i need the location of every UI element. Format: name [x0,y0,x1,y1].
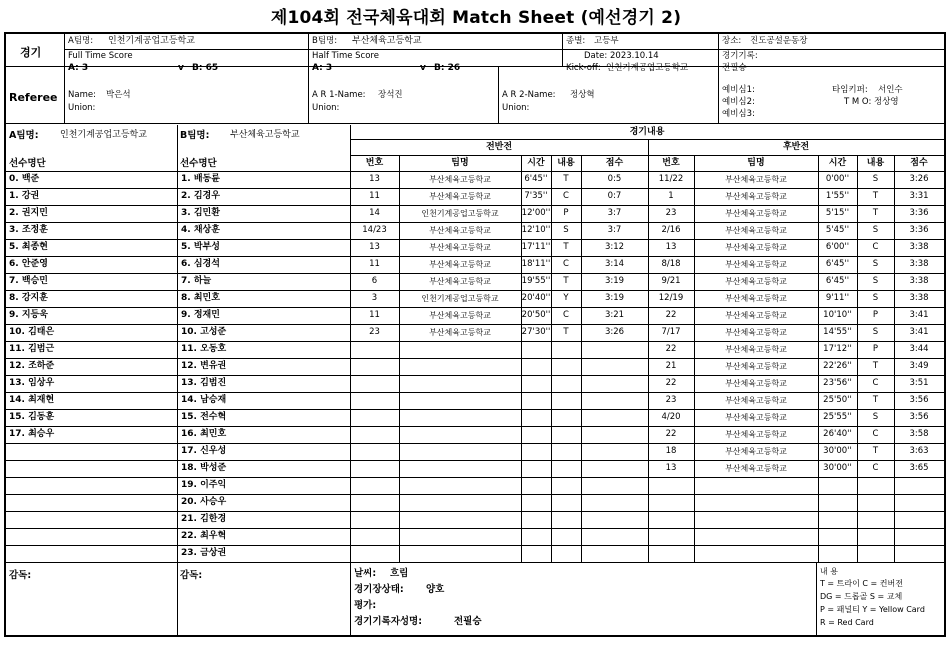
second-half-col-3: 내용 [866,158,885,168]
first-half-cell: 11 [369,310,380,320]
second-half-cell: 부산체육고등학교 [725,226,787,235]
ar2-label: A R 2-Name: [502,90,556,100]
roster-a-player: 5. 최종현 [9,242,48,252]
kickoff-label: Kick-off: [566,63,601,73]
roster-b-player: 19. 이주익 [181,480,227,490]
referee-label: Referee [9,91,58,104]
roster-b-player: 17. 신우성 [181,446,227,456]
second-half-cell: 부산체육고등학교 [725,260,787,269]
ar1-union-label: Union: [312,103,340,113]
first-half-cell: 19'55'' [521,276,551,286]
second-half-cell: 부산체육고등학교 [725,430,787,439]
second-half-cell: 부산체육고등학교 [725,396,787,405]
second-half-cell: 3:51 [909,378,929,388]
first-half-cell: 부산체육고등학교 [429,243,491,252]
legend-title: 내 용 [820,567,838,576]
team-b-name: 부산체육고등학교 [352,36,422,46]
second-half-cell: 9/21 [661,276,681,286]
roster-b-player: 1. 배동륜 [181,174,220,184]
second-half-cell: 11/22 [658,174,684,184]
tmo-name: 정상영 [874,97,899,107]
roster-a-team-name: 인천기계공업고등학교 [60,130,147,140]
first-half-cell: 7'35'' [524,191,548,201]
roster-a-player: 7. 백승민 [9,276,48,286]
second-half-cell: 1'55'' [825,191,850,201]
first-half-cell: 13 [369,242,380,252]
second-half-cell: 부산체육고등학교 [725,362,787,371]
first-half-header: 전반전 [485,142,513,152]
second-half-cell: 부산체육고등학교 [725,345,787,354]
second-half-cell: 3:49 [909,361,929,371]
second-half-cell: 부산체육고등학교 [725,175,787,184]
roster-b-player: 16. 최민호 [181,429,227,439]
second-half-cell: 10'10'' [823,310,852,320]
roster-a-player: 12. 조하준 [9,361,55,371]
grid-line [6,273,944,274]
team-a-label: A팀명: [68,36,94,46]
legend-line-3: P = 패널티 Y = Yellow Card [820,605,925,614]
team-b-label: B팀명: [312,36,338,46]
second-half-cell: 5'15'' [825,208,850,218]
roster-b-team-label: B팀명: [180,130,210,141]
legend-line-2: DG = 드롭골 S = 교체 [820,592,903,601]
second-half-cell: 0'00'' [825,174,850,184]
second-half-cell: 6'00'' [825,242,850,252]
first-half-cell: T [563,327,569,337]
recorder-name: 전필승 [454,616,482,627]
grid-line [6,528,944,529]
date-label: Date: [584,51,608,61]
venue-label: 장소: [722,36,742,46]
second-half-cell: S [872,225,879,235]
second-half-cell: 23 [665,395,677,405]
team-a-name: 인천기계공업고등학교 [108,36,195,46]
grid-line [521,155,522,563]
page-title: 제104회 전국체육대회 Match Sheet (예선경기 2) [270,8,682,28]
second-half-cell: 부산체육고등학교 [725,209,787,218]
first-half-cell: C [563,259,569,269]
first-half-cell: T [563,242,569,252]
reserve-2-label: 예비심2: [722,97,755,107]
first-half-cell: 부산체육고등학교 [429,328,491,337]
roster-a-player: 9. 지등욱 [9,310,48,320]
second-half-cell: 2/16 [661,225,681,235]
roster-a-player: 0. 백준 [9,174,40,184]
date: 2023.10.14 [610,51,659,61]
second-half-cell: 17'12'' [823,344,852,354]
roster-b-player: 14. 남승재 [181,395,227,405]
second-half-col-0: 번호 [662,158,680,168]
second-half-cell: S [872,293,879,303]
roster-b-player: 11. 오동호 [181,344,227,354]
roster-a-player: 8. 강지훈 [9,293,48,303]
grid-line [6,494,944,495]
evaluation-label: 평가: [354,600,377,611]
first-half-cell: 20'50'' [521,310,551,320]
first-half-cell: C [563,310,569,320]
second-half-cell: 3:36 [909,208,929,218]
grid-line [816,563,817,635]
second-half-cell: 22 [665,310,677,320]
first-half-cell: 3:21 [604,310,625,320]
second-half-cell: 3:56 [909,395,929,405]
first-half-cell: 17'11'' [521,242,551,252]
match-sheet [4,32,946,637]
roster-b-player: 7. 하늘 [181,276,212,286]
second-half-cell: 3:41 [909,310,929,320]
ar2-union-label: Union: [502,103,530,113]
legend-line-1: T = 트라이 C = 컨버젼 [820,579,903,588]
grid-line [350,155,944,156]
grid-line [6,392,944,393]
roster-a-player: 10. 김태은 [9,327,55,337]
second-half-cell: 3:38 [909,259,929,269]
first-half-cell: 6 [371,276,378,286]
coach-a-label: 감독: [9,570,32,581]
first-half-cell: 부산체육고등학교 [429,175,491,184]
grid-line [177,125,178,635]
second-half-cell: 3:63 [909,446,929,456]
second-half-cell: S [872,259,879,269]
roster-a-team-label: A팀명: [9,130,39,141]
second-half-cell: S [872,412,879,422]
grid-line [6,443,944,444]
second-half-cell: 3:58 [909,429,929,439]
grid-line [6,545,944,546]
first-half-cell: 12'00'' [521,208,551,218]
venue: 진도공설운동장 [750,36,808,46]
recorder-label: 경기기록자성명: [354,616,423,627]
weather: 흐림 [390,568,409,579]
grid-line [6,307,944,308]
roster-a-player: 17. 최승우 [9,429,55,439]
second-half-cell: 부산체육고등학교 [725,243,787,252]
grid-line [581,155,582,563]
first-half-cell: 12'10'' [521,225,551,235]
roster-a-player: 14. 최재현 [9,395,55,405]
second-half-cell: 3:26 [909,174,929,184]
roster-b-player: 2. 김경우 [181,191,220,201]
roster-b-player: 4. 채상훈 [181,225,220,235]
second-half-cell: 부산체육고등학교 [725,192,787,201]
second-half-cell: T [872,446,879,456]
grid-line [6,256,944,257]
first-half-cell: T [563,276,569,286]
full-time-v: v [178,63,184,73]
roster-b-player: 6. 심경석 [181,259,220,269]
grid-line [350,125,351,635]
second-half-header: 후반전 [782,142,810,152]
second-half-cell: 14'55'' [823,327,852,337]
first-half-cell: 14 [369,208,380,218]
second-half-cell: 3:65 [909,463,929,473]
grid-line [6,205,944,206]
second-half-cell: 1 [668,191,674,201]
second-half-cell: S [872,327,879,337]
roster-b-player: 10. 고성준 [181,327,227,337]
first-half-cell: 3 [371,293,378,303]
second-half-cell: T [872,191,879,201]
first-half-cell: 20'40'' [521,293,551,303]
second-half-cell: T [872,395,879,405]
first-half-cell: 부산체육고등학교 [429,192,491,201]
second-half-cell: 26'40'' [823,429,852,439]
first-half-cell: 부산체육고등학교 [429,260,491,269]
second-half-cell: C [872,463,879,473]
second-half-cell: 22 [665,344,677,354]
second-half-cell: S [872,174,879,184]
second-half-cell: 부산체육고등학교 [725,277,787,286]
ar1-label: A R 1-Name: [312,90,366,100]
first-half-cell: 0:5 [607,174,622,184]
first-half-cell: C [563,191,569,201]
grid-line [694,155,695,563]
first-half-cell: 27'30'' [521,327,551,337]
grid-line [350,139,944,140]
first-half-cell: 11 [369,259,380,269]
second-half-cell: 30'00'' [823,446,852,456]
grid-line [857,155,858,563]
roster-b-player: 20. 사승우 [181,497,227,507]
full-time-a: A: 3 [68,63,89,73]
second-half-cell: 부산체육고등학교 [725,328,787,337]
second-half-cell: 22 [665,429,677,439]
second-half-cell: 3:38 [909,276,929,286]
reserve-3-label: 예비심3: [722,109,755,119]
grid-line [6,358,944,359]
second-half-cell: 4/20 [661,412,681,422]
second-half-cell: 부산체육고등학교 [725,447,787,456]
second-half-cell: C [872,242,879,252]
grid-line [6,562,944,563]
category: 고등부 [594,36,619,46]
roster-b-player: 22. 최우혁 [181,531,227,541]
roster-a-player: 3. 조정훈 [9,225,48,235]
half-time-v: v [420,63,426,73]
first-half-col-4: 점수 [605,158,624,168]
grid-line [6,477,944,478]
first-half-cell: 3:12 [604,242,625,252]
second-half-cell: 3:36 [909,225,929,235]
second-half-col-2: 시간 [828,158,847,168]
second-half-cell: 부산체육고등학교 [725,464,787,473]
second-half-cell: 3:44 [909,344,929,354]
timekeeper-label: 타임키퍼: [832,85,868,95]
first-half-cell: 부산체육고등학교 [429,277,491,286]
weather-label: 날씨: [354,568,377,579]
second-half-cell: 23'56'' [823,378,852,388]
first-half-cell: 3:7 [607,225,622,235]
roster-b-player: 5. 박부성 [181,242,220,252]
second-half-cell: 7/17 [661,327,681,337]
roster-a-player: 11. 김범근 [9,344,55,354]
legend-line-4: R = Red Card [820,618,874,627]
roster-a-player: 15. 김동훈 [9,412,55,422]
category-label: 종별: [566,36,586,46]
roster-b-player: 9. 정재민 [181,310,220,320]
grid-line [6,426,944,427]
second-half-cell: 3:38 [909,242,929,252]
grid-line [6,375,944,376]
referee-name: 박은석 [106,90,131,100]
second-half-cell: 3:38 [909,293,929,303]
second-half-cell: 부산체육고등학교 [725,294,787,303]
first-half-col-2: 시간 [527,158,545,168]
second-half-cell: 부산체육고등학교 [725,413,787,422]
roster-a-player: 1. 강권 [9,191,40,201]
first-half-col-1: 팀명 [451,158,469,168]
first-half-cell: P [563,208,569,218]
first-half-cell: 3:26 [604,327,625,337]
first-half-cell: 인천기계공업고등학교 [421,294,499,303]
first-half-cell: Y [563,293,569,303]
first-half-cell: 3:7 [607,208,622,218]
grid-line [6,222,944,223]
second-half-cell: 25'50'' [823,395,852,405]
timekeeper-name: 서인수 [878,85,903,95]
first-half-cell: 인천기계공업고등학교 [421,209,499,218]
first-half-cell: 3:19 [604,293,625,303]
first-half-col-0: 번호 [365,158,384,168]
second-half-cell: C [872,378,879,388]
full-time-b: B: 65 [192,63,219,73]
second-half-cell: 21 [665,361,677,371]
ar2-name: 정상혁 [570,90,595,100]
full-time-label: Full Time Score [68,51,133,61]
game-label: 경기 [20,46,42,59]
second-half-cell: P [872,310,879,320]
record-name: 전필승 [722,63,747,73]
second-half-cell: 6'45'' [825,259,850,269]
kickoff-team: 인천기계공업고등학교 [606,63,689,73]
second-half-col-4: 점수 [910,158,928,168]
half-time-label: Half Time Score [312,51,379,61]
first-half-cell: 13 [369,174,380,184]
grid-line [894,155,895,563]
roster-b-header: 선수명단 [180,158,217,169]
first-half-cell: T [563,174,569,184]
first-half-cell: 0:7 [607,191,622,201]
roster-b-player: 18. 박성준 [181,463,227,473]
second-half-cell: T [872,361,879,371]
roster-b-player: 15. 전수혁 [181,412,227,422]
first-half-cell: 14/23 [362,225,387,235]
second-half-cell: 3:31 [909,191,929,201]
first-half-cell: 부산체육고등학교 [429,226,491,235]
second-half-cell: 22 [665,378,677,388]
roster-a-header: 선수명단 [9,158,46,169]
roster-a-player: 13. 임상우 [9,378,55,388]
second-half-cell: 12/19 [658,293,684,303]
second-half-cell: T [872,208,879,218]
roster-b-player: 12. 변유권 [181,361,227,371]
referee-name-label: Name: [68,90,96,100]
ground: 양호 [426,584,445,595]
roster-b-player: 21. 김한경 [181,514,227,524]
reserve-1-label: 예비심1: [722,85,755,95]
second-half-cell: 3:56 [909,412,929,422]
referee-union-label: Union: [68,103,96,113]
ground-label: 경기장상태: [354,584,404,595]
grid-line [6,324,944,325]
half-time-b: B: 26 [434,63,461,73]
grid-line [648,139,649,563]
tmo-label: T M O: [844,97,872,107]
second-half-cell: 부산체육고등학교 [725,311,787,320]
second-half-cell: 부산체육고등학교 [725,379,787,388]
grid-line [6,409,944,410]
grid-line [6,290,944,291]
roster-b-player: 3. 김민환 [181,208,220,218]
grid-line [399,155,400,563]
first-half-cell: S [563,225,569,235]
grid-line [6,188,944,189]
second-half-cell: P [872,344,879,354]
second-half-col-1: 팀명 [747,158,765,168]
second-half-cell: S [872,276,879,286]
second-half-cell: 25'55'' [823,412,852,422]
first-half-cell: 3:14 [604,259,625,269]
second-half-cell: 13 [665,242,677,252]
second-half-cell: 30'00'' [823,463,852,473]
roster-b-player: 13. 김범진 [181,378,227,388]
second-half-cell: 3:41 [909,327,929,337]
second-half-cell: C [872,429,879,439]
grid-line [6,341,944,342]
roster-b-player: 8. 최민호 [181,293,220,303]
game-content-header: 경기내용 [629,127,665,137]
first-half-cell: 11 [369,191,380,201]
second-half-cell: 5'45'' [825,225,850,235]
roster-a-player: 6. 안준영 [9,259,48,269]
roster-b-team-name: 부산체육고등학교 [230,130,300,140]
first-half-cell: 부산체육고등학교 [429,311,491,320]
first-half-col-3: 내용 [557,158,575,168]
grid-line [6,239,944,240]
second-half-cell: 13 [665,463,677,473]
first-half-cell: 3:19 [604,276,625,286]
roster-a-player: 2. 권지민 [9,208,48,218]
grid-line [551,155,552,563]
roster-b-player: 23. 금상권 [181,548,227,558]
second-half-cell: 9'11'' [825,293,850,303]
second-half-cell: 23 [665,208,677,218]
second-half-cell: 6'45'' [825,276,850,286]
ar1-name: 장석진 [378,90,403,100]
first-half-cell: 18'11'' [521,259,551,269]
grid-line [6,460,944,461]
grid-line [6,171,944,172]
second-half-cell: 18 [665,446,677,456]
second-half-cell: 8/18 [661,259,681,269]
first-half-cell: 23 [369,327,380,337]
grid-line [818,155,819,563]
record-label: 경기기록: [722,51,758,61]
half-time-a: A: 3 [312,63,333,73]
second-half-cell: 22'26'' [823,361,852,371]
coach-b-label: 감독: [180,570,203,581]
grid-line [6,511,944,512]
first-half-cell: 6'45'' [524,174,548,184]
